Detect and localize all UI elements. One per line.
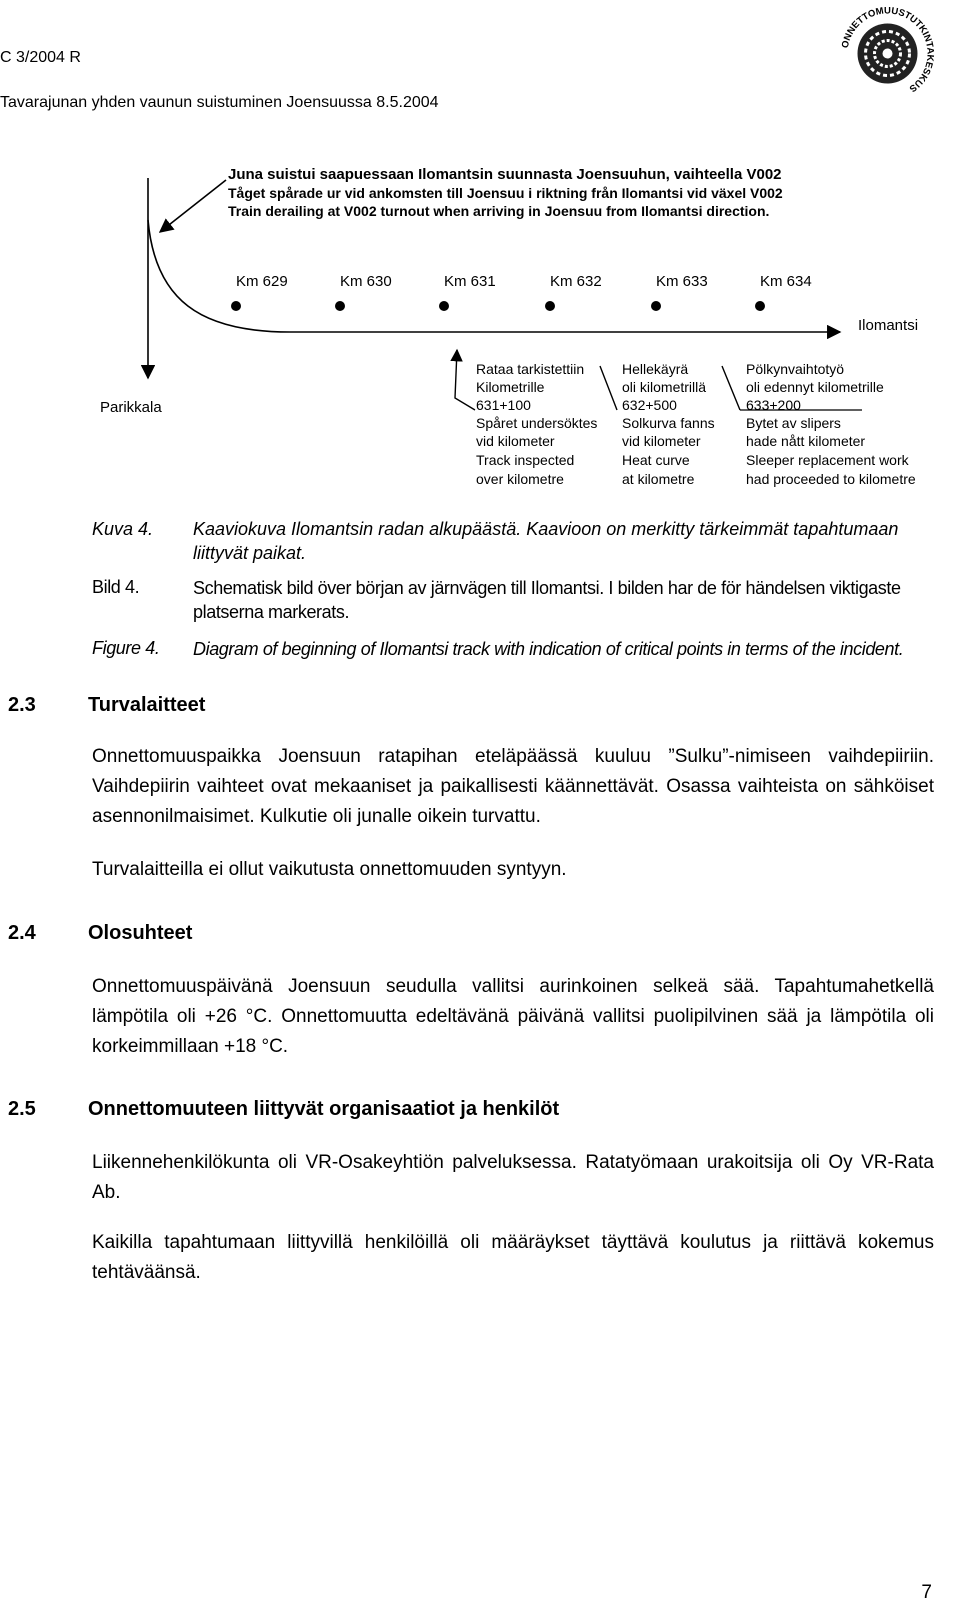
svg-text:vid kilometer: vid kilometer xyxy=(476,433,555,449)
svg-text:Bytet av slipers: Bytet av slipers xyxy=(746,415,841,431)
svg-text:Kilometrille: Kilometrille xyxy=(476,379,545,395)
section-number: 2.4 xyxy=(8,922,36,944)
section-title: Turvalaitteet xyxy=(88,694,206,716)
svg-text:Hellekäyrä: Hellekäyrä xyxy=(622,361,689,377)
section-number: 2.5 xyxy=(8,1098,36,1120)
svg-text:Heat curve: Heat curve xyxy=(622,452,690,468)
km-label: Km 629 xyxy=(236,273,288,290)
svg-text:hade nått kilometer: hade nått kilometer xyxy=(746,433,866,449)
svg-text:Sleeper replacement work: Sleeper replacement work xyxy=(746,452,909,468)
parikkala-label: Parikkala xyxy=(100,399,162,416)
km-label: Km 634 xyxy=(760,273,812,290)
svg-text:Solkurva fanns: Solkurva fanns xyxy=(622,415,715,431)
svg-text:633+200: 633+200 xyxy=(746,397,801,413)
svg-text:ONNETTOMUUSTUTKINTAKESKUS: ONNETTOMUUSTUTKINTAKESKUS xyxy=(840,6,935,94)
km-dot xyxy=(439,301,449,311)
svg-text:oli kilometrillä: oli kilometrillä xyxy=(622,379,707,395)
paragraph: Turvalaitteilla ei ollut vaikutusta onnettomuuden syntyyn. xyxy=(92,859,567,880)
diagram-title-en: Train derailing at V002 turnout when arriving in Joensuu from Ilomantsi direction. xyxy=(228,203,770,219)
section-title: Onnettomuuteen liittyvät organisaatiot ja henkilöt xyxy=(88,1098,560,1120)
diagram-title-sv: Tåget spårade ur vid ankomsten till Joensuu i riktning från Ilomantsi vid växel V002 xyxy=(228,185,783,201)
caption-text-en: Diagram of beginning of Ilomantsi track with indication of critical points in terms of the incident. xyxy=(193,639,904,659)
svg-text:631+100: 631+100 xyxy=(476,397,531,413)
km-label: Km 632 xyxy=(550,273,602,290)
document-id: C 3/2004 R xyxy=(0,49,81,66)
km-dot xyxy=(755,301,765,311)
svg-text:at kilometre: at kilometre xyxy=(622,471,695,487)
svg-text:over kilometre: over kilometre xyxy=(476,471,564,487)
diagram-title-fi: Juna suistui saapuessaan Ilomantsin suunnasta Joensuuhun, vaihteella V002 xyxy=(228,166,782,183)
document-title: Tavarajunan yhden vaunun suistuminen Joensuussa 8.5.2004 xyxy=(0,94,439,111)
paragraph: Liikennehenkilökunta oli VR-Osakeyhtiön palveluksessa. Ratatyömaan urakoitsija oli Oy VR-Rata Ab. xyxy=(92,1152,934,1203)
section-title: Olosuhteet xyxy=(88,922,193,944)
km-dot xyxy=(231,301,241,311)
km-dot xyxy=(651,301,661,311)
km-label: Km 631 xyxy=(444,273,496,290)
svg-text:Spåret undersöktes: Spåret undersöktes xyxy=(476,415,598,431)
note-1-pointer xyxy=(455,350,475,410)
paragraph: Kaikilla tapahtumaan liittyvillä henkilöillä oli määräykset täyttävä koulutus ja riittävä kokemus tehtäväänsä. xyxy=(92,1232,934,1283)
ilomantsi-label: Ilomantsi xyxy=(858,317,919,334)
svg-text:had proceeded to kilometre: had proceeded to kilometre xyxy=(746,471,916,487)
note-1 xyxy=(476,361,597,487)
caption-text-fi: Kaaviokuva Ilomantsin radan alkupäästä. Kaavioon on merkitty tärkeimmät tapahtumaan liittyvät paikat. xyxy=(193,519,899,563)
svg-text:Pölkynvaihtotyö: Pölkynvaihtotyö xyxy=(746,361,845,377)
svg-text:vid kilometer: vid kilometer xyxy=(622,433,701,449)
track-diagram xyxy=(0,0,960,520)
km-dot xyxy=(335,301,345,311)
svg-text:Rataa tarkistettiin: Rataa tarkistettiin xyxy=(476,361,585,377)
svg-text:oli edennyt kilometrille: oli edennyt kilometrille xyxy=(746,379,884,395)
km-dot xyxy=(545,301,555,311)
section-number: 2.3 xyxy=(8,694,36,716)
km-markers xyxy=(231,273,812,311)
paragraph: Onnettomuuspaikka Joensuun ratapihan eteläpäässä kuuluu ”Sulku”-nimiseen vaihdepiiriin. Vaihdepiirin vaihteet ovat mekaaniset ja paikallisesti käännettävät. Osassa vaihteista on sähköiset asennonilmaisimet. Kulkutie oli junalle oikein turvattu. xyxy=(92,746,934,827)
paragraph: Onnettomuuspäivänä Joensuun seudulla vallitsi aurinkoinen selkeä sää. Tapahtumahetkellä lämpötila oli +26 °C. Onnettomuutta edeltävänä päivänä vallitsi puolipilvinen sää ja lämpötila oli korkeimmillaan +18 °C. xyxy=(92,976,934,1057)
km-label: Km 633 xyxy=(656,273,708,290)
caption-text-sv: Schematisk bild över början av järnvägen till Ilomantsi. I bilden har de för händelsen viktigaste platserna markerats. xyxy=(193,578,901,622)
note-2 xyxy=(622,361,715,487)
note-divider xyxy=(600,366,617,410)
caption-label-sv: Bild 4. xyxy=(92,577,140,597)
title-pointer-arrow xyxy=(160,180,226,232)
km-label: Km 630 xyxy=(340,273,392,290)
caption-label-en: Figure 4. xyxy=(92,638,160,658)
note-3 xyxy=(746,361,916,487)
note-divider xyxy=(722,366,740,410)
caption-label-fi: Kuva 4. xyxy=(92,519,154,539)
page-number: 7 xyxy=(921,1582,932,1603)
svg-text:Track inspected: Track inspected xyxy=(476,452,575,468)
svg-text:632+500: 632+500 xyxy=(622,397,677,413)
